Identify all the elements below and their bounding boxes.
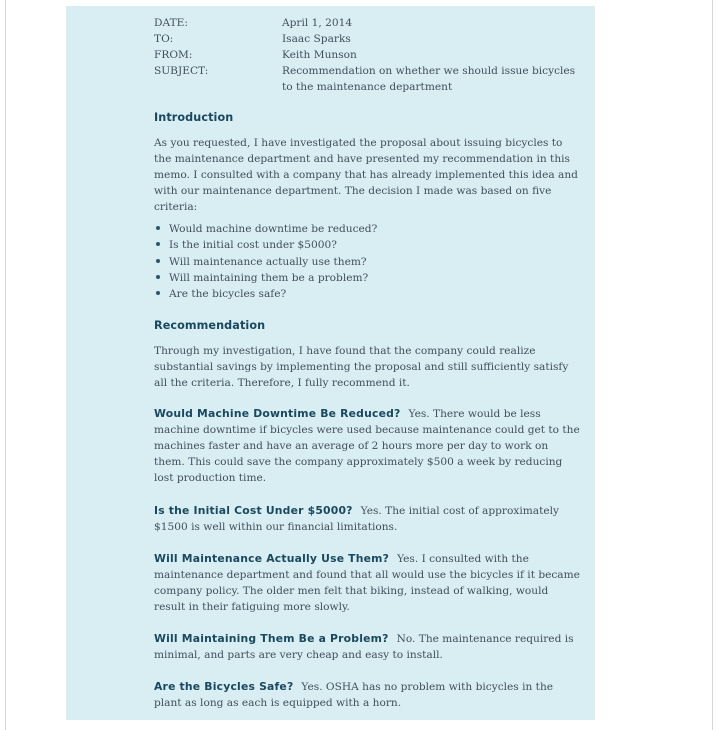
from-value: Keith Munson xyxy=(282,48,357,61)
section-cost-heading: Is the Initial Cost Under $5000? xyxy=(154,504,353,517)
bullet-icon xyxy=(156,275,160,279)
header-row-subject xyxy=(154,64,582,96)
criteria-text: Would machine downtime be reduced? xyxy=(169,223,378,235)
bullet-icon xyxy=(156,259,160,263)
header-row-to xyxy=(154,32,582,48)
section-safety-text: Yes. OSHA has no problem with bicycles in the plant as long as each is equipped with a horn. xyxy=(154,681,554,709)
criteria-item xyxy=(154,222,582,238)
criteria-item xyxy=(154,238,582,254)
section-maintaining-heading: Will Maintaining Them Be a Problem? xyxy=(154,632,389,645)
memo-header xyxy=(154,16,582,96)
criteria-item xyxy=(154,255,582,271)
recommendation-heading: Recommendation xyxy=(154,319,266,332)
criteria-item xyxy=(154,271,582,287)
right-border-line xyxy=(712,0,713,730)
from-label: FROM: xyxy=(154,48,193,61)
bullet-icon xyxy=(156,226,160,230)
section-downtime-text: Yes. There would be less machine downtime if bicycles were used because maintenance could get to the machines faster and have an average of 2 hours more per day to work on them. This could save the company approximately $500 a week by reducing lost production time. xyxy=(154,408,580,484)
bullet-icon xyxy=(156,242,160,246)
criteria-text: Are the bicycles safe? xyxy=(169,288,287,301)
to-value: Isaac Sparks xyxy=(282,32,351,45)
to-label: TO: xyxy=(154,32,174,45)
section-safety xyxy=(154,679,582,712)
criteria-text: Is the initial cost under $5000? xyxy=(169,239,337,252)
criteria-text: Will maintenance actually use them? xyxy=(169,255,367,268)
section-safety-heading: Are the Bicycles Safe? xyxy=(154,680,294,693)
left-border-line xyxy=(5,0,6,730)
section-downtime-heading: Would Machine Downtime Be Reduced? xyxy=(154,407,401,420)
section-usage xyxy=(154,551,582,616)
introduction-text: As you requested, I have investigated the proposal about issuing bicycles to the maintenance department and have presented my recommendation in this memo. I consulted with a company that has already implemented this idea and with our maintenance department. The decision I made was based on five criteria: xyxy=(154,137,578,213)
recommendation-text: Through my investigation, I have found that the company could realize substantial savings by implementing the proposal and still sufficiently satisfy all the criteria. Therefore, I fully recommend it. xyxy=(154,345,569,389)
date-value: April 1, 2014 xyxy=(282,17,353,29)
section-usage-text: Yes. I consulted with the maintenance department and found that all would use the bicycles if it became company policy. The older men felt that biking, instead of walking, would result in their fatiguing more slowly. xyxy=(154,553,580,613)
section-maintaining-text: No. The maintenance required is minimal, and parts are very cheap and easy to install. xyxy=(154,633,574,661)
header-row-from xyxy=(154,48,582,64)
subject-label: SUBJECT: xyxy=(154,64,209,77)
section-cost xyxy=(154,503,582,536)
date-label: DATE: xyxy=(154,17,188,29)
criteria-item xyxy=(154,287,582,303)
criteria-text: Will maintaining them be a problem? xyxy=(169,271,369,284)
bullet-icon xyxy=(156,291,160,295)
header-row-date xyxy=(154,16,582,32)
section-usage-heading: Will Maintenance Actually Use Them? xyxy=(154,552,390,565)
introduction-heading: Introduction xyxy=(154,111,234,124)
section-downtime xyxy=(154,406,582,487)
section-cost-text: Yes. The initial cost of approximately $1500 is well within our financial limitations. xyxy=(154,505,559,533)
subject-value: Recommendation on whether we should issue bicycles to the maintenance department xyxy=(282,64,576,93)
memo-page xyxy=(66,6,595,720)
section-maintaining xyxy=(154,631,582,664)
criteria-list xyxy=(154,222,582,303)
